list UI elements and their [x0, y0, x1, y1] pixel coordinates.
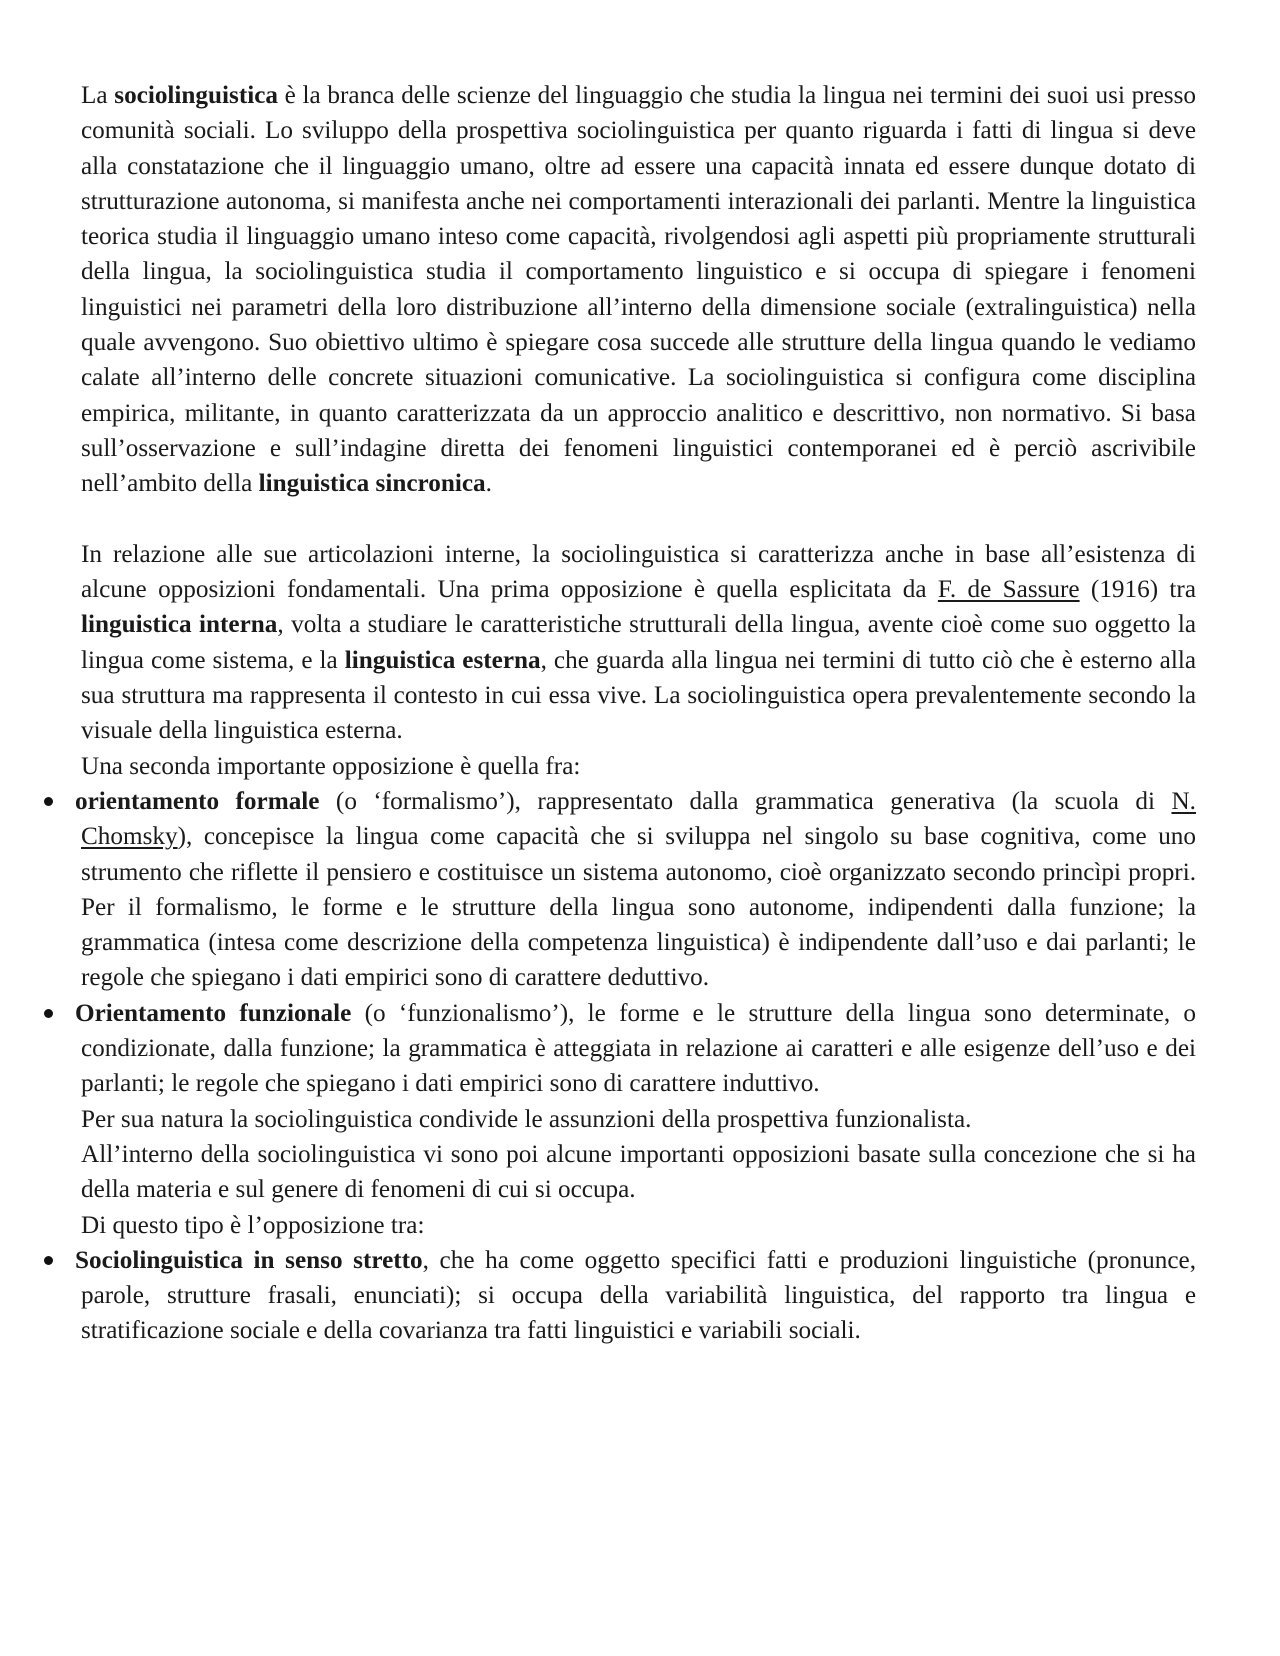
bold-term: linguistica esterna	[344, 646, 541, 674]
text-run: In relazione alle sue articolazioni interne, la sociolinguistica si caratterizza anche in base all’esistenza di alcune opposizioni fondamentali. Una prima opposizione è quella esplicitata da	[81, 540, 1196, 604]
paragraph-second-opposition: Una seconda importante opposizione è quella fra:	[81, 752, 581, 780]
bullet-icon	[44, 1256, 53, 1265]
bold-term: linguistica sincronica	[258, 470, 486, 498]
text-run: (o ‘funzionalismo’), le forme e le strutture della lingua sono determinate, o condizionate, dalla funzione; la grammatica è atteggiata in relazione ai caratteri e alle esigenze dell’uso e dei parlanti; le regole che spiegano i dati empirici sono di carattere induttivo.	[81, 999, 1197, 1098]
paragraph-oppositions	[81, 537, 1196, 749]
text-run: (o ‘formalismo’), rappresentato dalla grammatica generativa (la scuola di	[319, 787, 1172, 815]
saussure-link[interactable]: F. de Sassure	[937, 576, 1080, 604]
paragraph-opposition-type: Di questo tipo è l’opposizione tra:	[81, 1211, 425, 1239]
paragraph-gap	[81, 502, 1196, 537]
paragraph-functionalist: Per sua natura la sociolinguistica condivide le assunzioni della prospettiva funzionalista.	[81, 1105, 972, 1133]
list-item	[75, 1243, 1196, 1349]
text-run: La	[81, 82, 115, 109]
bold-term: Sociolinguistica in senso stretto	[75, 1246, 423, 1274]
bold-term: sociolinguistica	[114, 82, 278, 109]
bold-term: orientamento formale	[75, 787, 320, 815]
document-page	[75, 78, 1197, 1349]
bold-term: Orientamento funzionale	[75, 999, 352, 1027]
paragraph-intro	[81, 78, 1196, 502]
text-run: , che ha come oggetto specifici fatti e produzioni linguistiche (pronunce, parole, strutture frasali, enunciati); si occupa della variabilità linguistica, del rapporto tra lingua e stratificazione sociale e della covarianza tra fatti linguistici e variabili sociali.	[81, 1246, 1196, 1345]
bold-term: linguistica interna	[81, 611, 278, 639]
bullet-list-sociolinguistics	[75, 1243, 1196, 1349]
text-run: .	[485, 470, 492, 498]
list-item	[75, 784, 1196, 996]
paragraph-internal-oppositions: All’interno della sociolinguistica vi sono poi alcune importanti opposizioni basate sulla concezione che si ha della materia e sul genere di fenomeni di cui si occupa.	[81, 1140, 1196, 1204]
chomsky-link[interactable]: N. Chomsky	[81, 787, 1196, 851]
bullet-list-orientations	[75, 784, 1197, 1102]
text-run: (1916) tra	[1079, 576, 1196, 604]
list-item	[75, 996, 1197, 1102]
bullet-icon	[44, 797, 53, 806]
text-run: ), concepisce la lingua come capacità che si sviluppa nel singolo su base cognitiva, come uno strumento che riflette il pensiero e costituisce un sistema autonomo, cioè organizzato secondo princìpi propri. Per il formalismo, le forme e le strutture della lingua sono autonome, indipendenti dalla funzione; la grammatica (intesa come descrizione della competenza linguistica) è indipendente dall’uso e dai parlanti; le regole che spiegano i dati empirici sono di carattere deduttivo.	[81, 823, 1196, 992]
text-run: è la branca delle scienze del linguaggio che studia la lingua nei termini dei suoi usi presso comunità sociali. Lo sviluppo della prospettiva sociolinguistica per quanto riguarda i fatti di lingua si deve alla constatazione che il linguaggio umano, oltre ad essere una capacità innata ed essere dunque dotato di strutturazione autonoma, si manifesta anche nei comportamenti interazionali dei parlanti. Mentre la linguistica teorica studia il linguaggio umano inteso come capacità, rivolgendosi agli aspetti più propriamente strutturali della lingua, la sociolinguistica studia il comportamento linguistico e si occupa di spiegare i fenomeni linguistici nei parametri della loro distribuzione all’interno della dimensione sociale (extralinguistica) nella quale avvengono. Suo obiettivo ultimo è spiegare cosa succede alle strutture della lingua quando le vediamo calate all’interno delle concrete situazioni comunicative. La sociolinguistica si configura come disciplina empirica, militante, in quanto caratterizzata da un approccio analitico e descrittivo, non normativo. Si basa sull’osservazione e sull’indagine diretta dei fenomeni linguistici contemporanei ed è perciò ascrivibile nell’ambito della	[81, 82, 1196, 498]
bullet-icon	[44, 1009, 53, 1018]
text-run: , che guarda alla lingua nei termini di tutto ciò che è esterno alla sua struttura ma rappresenta il contesto in cui essa vive. La sociolinguistica opera prevalentemente secondo la visuale della linguistica esterna.	[81, 646, 1196, 745]
text-run: , volta a studiare le caratteristiche strutturali della lingua, avente cioè come suo oggetto la lingua come sistema, e la	[81, 611, 1196, 674]
